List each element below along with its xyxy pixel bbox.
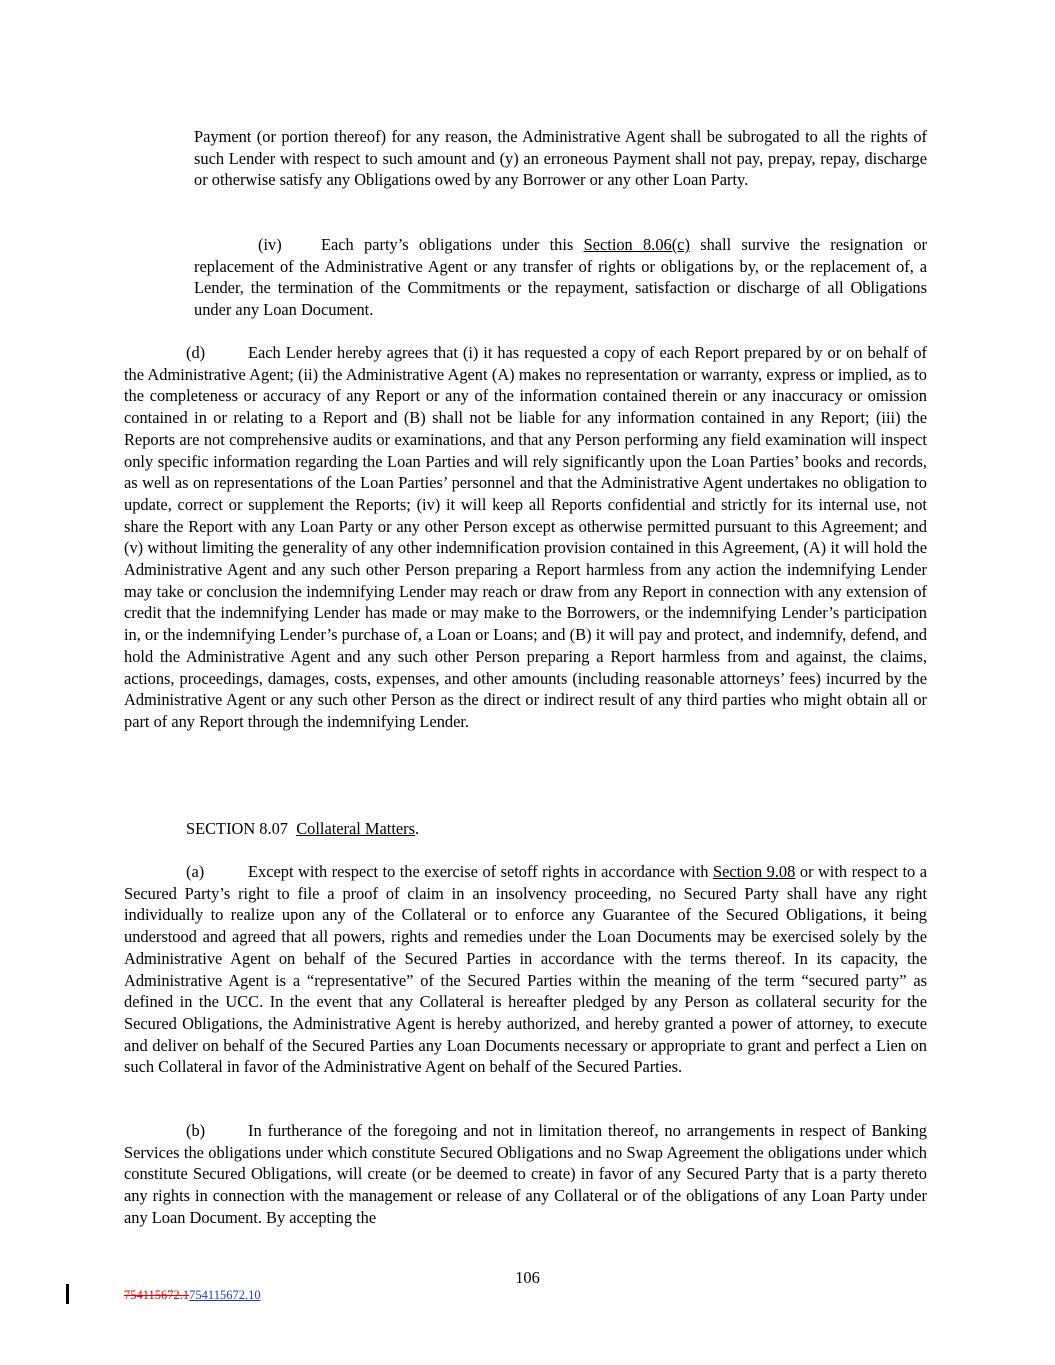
paragraph-iv-text-end: shall survive the resignation or replacement of the Administrative Agent or any transfer of rights or obligations by, or the replacement of, a Lender, the termination of the Commitments or the repayment, satisfaction or discharge of all Obligations under any Loan Document.	[194, 235, 927, 320]
paragraph-iv	[194, 234, 927, 321]
section-9-08-reference[interactable]: Section 9.08	[712, 862, 796, 881]
paragraph-b-text: In furtherance of the foregoing and not in limitation thereof, no arrangements in respect of Banking Services the obligations under which constitute Secured Obligations and no Swap Agreement the obligations under which constitute Secured Obligations, will create (or be deemed to create) in favor of any Secured Party that is a party thereto any rights in connection with the management or release of any Collateral or of the obligations of any Loan Party under any Loan Document. By accepting the	[124, 1121, 927, 1227]
paragraph-a-text-end: or with respect to a Secured Party’s right to file a proof of claim in an insolvency proceeding, no Secured Party shall have any right individually to realize upon any of the Collateral or to enforce any Guarantee of the Secured Obligations, it being understood and agreed that all powers, rights and remedies under the Loan Documents may be exercised solely by the Administrative Agent on behalf of the Secured Parties in accordance with the terms thereof. In its capacity, the Administrative Agent is a “representative” of the Secured Parties within the meaning of the term “secured party” as defined in the UCC. In the event that any Collateral is hereafter pledged by any Person as collateral security for the Secured Obligations, the Administrative Agent is hereby authorized, and hereby granted a power of attorney, to execute and deliver on behalf of the Secured Parties any Loan Documents necessary or appropriate to grant and perfect a Lien on such Collateral in favor of the Administrative Agent on behalf of the Secured Parties.	[124, 862, 928, 1077]
section-title: Collateral Matters	[296, 819, 415, 838]
section-title-period: .	[415, 819, 420, 838]
section-number: SECTION 8.07	[186, 819, 288, 838]
paragraph-a-text-start: Except with respect to the exercise of setoff rights in accordance with	[248, 862, 709, 881]
paragraph-iv-text-start: Each party’s obligations under this	[321, 235, 574, 254]
page-number: 106	[515, 1268, 540, 1287]
paragraph-b-label: (b)	[186, 1121, 206, 1140]
paragraph-a	[124, 861, 927, 1078]
paragraph-d-text: Each Lender hereby agrees that (i) it has requested a copy of each Report prepared by or on behalf of the Administrative Agent; (ii) the Administrative Agent (A) makes no representation or warranty, express or implied, as to the completeness or accuracy of any Report or any of the information contained therein or any inaccuracy or omission contained in or relating to a Report and (B) shall not be liable for any information contained in any Report; (iii) the Reports are not comprehensive audits or examinations, and that any Person performing any field examination will inspect only specific information regarding the Loan Parties and will rely significantly upon the Loan Parties’ books and records, as well as on representations of the Loan Parties’ personnel and that the Administrative Agent undertakes no obligation to update, correct or supplement the Reports; (iv) it will keep all Reports confidential and strictly for its internal use, not share the Report with any Loan Party or any other Person except as otherwise permitted pursuant to this Agreement; and (v) without limiting the generality of any other indemnification provision contained in this Agreement, (A) it will hold the Administrative Agent and any such other Person preparing a Report harmless from any action the indemnifying Lender may take or conclusion the indemnifying Lender may reach or draw from any Report in connection with any extension of credit that the indemnifying Lender has made or may make to the Borrowers, or the indemnifying Lender’s participation in, or the indemnifying Lender’s purchase of, a Loan or Loans; and (B) it will pay and protect, and indemnify, defend, and hold the Administrative Agent and any such other Person preparing a Report harmless from and against, the claims, actions, proceedings, damages, costs, expenses, and other amounts (including reasonable attorneys’ fees) incurred by the Administrative Agent or any such other Person as the direct or indirect result of any third parties who might obtain all or part of any Report through the indemnifying Lender.	[124, 343, 927, 731]
revision-change-bar	[66, 1284, 69, 1304]
section-8-07-heading	[186, 818, 419, 840]
continuation-paragraph	[194, 126, 927, 191]
paragraph-d-label: (d)	[186, 343, 206, 362]
continuation-text: Payment (or portion thereof) for any reason, the Administrative Agent shall be subrogated to all the rights of such Lender with respect to such amount and (y) an erroneous Payment shall not pay, prepay, repay, discharge or otherwise satisfy any Obligations owed by any Borrower or any other Loan Party.	[194, 127, 927, 190]
paragraph-a-label: (a)	[186, 862, 205, 881]
document-id-deleted: 754115672.1	[124, 1288, 190, 1302]
document-id	[124, 1288, 261, 1303]
paragraph-iv-label: (iv)	[258, 235, 282, 254]
document-id-inserted: 754115672.10	[189, 1288, 261, 1302]
paragraph-b	[124, 1120, 927, 1229]
paragraph-d	[124, 342, 927, 733]
section-8-06c-reference[interactable]: Section 8.06(c)	[583, 235, 690, 254]
